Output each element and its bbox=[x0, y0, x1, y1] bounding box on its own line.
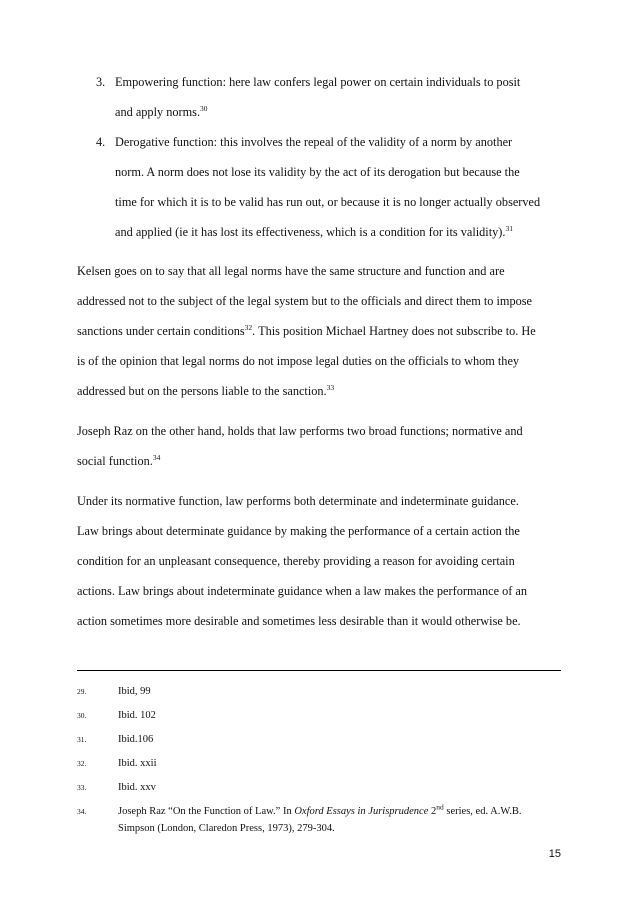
paragraph-line: Kelsen goes on to say that all legal norms have the same structure and function and are bbox=[77, 264, 505, 278]
footnote-number: 29. bbox=[77, 687, 87, 696]
paragraph-line: Joseph Raz on the other hand, holds that law performs two broad functions; normative and bbox=[77, 424, 523, 438]
footnote-text: Ibid. xxv bbox=[118, 782, 156, 793]
footnote-number: 32. bbox=[77, 759, 87, 768]
list-item-line: Empowering function: here law confers legal power on certain individuals to posit bbox=[115, 75, 521, 89]
list-item-line: Derogative function: this involves the repeal of the validity of a norm by another bbox=[115, 135, 513, 149]
paragraph-line: action sometimes more desirable and sometimes less desirable than it would otherwise be. bbox=[77, 614, 521, 628]
list-number: 4. bbox=[96, 135, 106, 149]
paragraph-line: sanctions under certain conditions$^{32}$. This position Michael Hartney does not subscribe to. He bbox=[77, 322, 536, 338]
paragraph-line: addressed not to the subject of the legal system but to the officials and direct them to impose bbox=[77, 294, 532, 308]
paragraph-line: is of the opinion that legal norms do not impose legal duties on the officials to whom they bbox=[77, 354, 520, 368]
footnote-ref[interactable]: 30 bbox=[200, 103, 208, 113]
list-item-line: time for which it is to be valid has run out, or because it is no longer actually observed bbox=[115, 195, 541, 209]
list-item-line: and applied (ie it has lost its effectiveness, which is a condition for its validity).$^{31}$ bbox=[115, 223, 513, 239]
paragraph-line: addressed but on the persons liable to the sanction.$^{33}$ bbox=[77, 382, 335, 398]
paragraph-line: Law brings about determinate guidance by making the performance of a certain action the bbox=[77, 524, 520, 538]
list-number: 3. bbox=[96, 75, 106, 89]
footnote-text: Joseph Raz “On the Function of Law.” In Oxford Essays in Jurisprudence 2nd series, ed. A.W.B. bbox=[118, 802, 522, 817]
footnote-ref[interactable]: 33 bbox=[326, 382, 335, 392]
footnote-number: 30. bbox=[77, 711, 87, 720]
footnote-number: 33. bbox=[77, 783, 87, 792]
footnote-text: Ibid.106 bbox=[118, 734, 154, 745]
footnote-ref[interactable]: 34 bbox=[152, 452, 161, 462]
paragraph-line: actions. Law brings about indeterminate guidance when a law makes the performance of an bbox=[77, 584, 528, 598]
paragraph-line: condition for an unpleasant consequence, thereby providing a reason for avoiding certain bbox=[77, 554, 515, 568]
footnote-number: 34. bbox=[77, 807, 87, 816]
paragraph-line: social function.$^{34}$ bbox=[77, 452, 161, 468]
paragraph-line: Under its normative function, law performs both determinate and indeterminate guidance. bbox=[77, 494, 519, 508]
list-item-line: and apply norms.$^{30}$ bbox=[115, 103, 208, 119]
footnote-separator bbox=[77, 670, 561, 671]
footnote-text: Simpson (London, Claredon Press, 1973), 279-304. bbox=[118, 823, 335, 834]
footnote-ref[interactable]: 32 bbox=[244, 322, 253, 332]
footnote-ref[interactable]: 31 bbox=[505, 223, 513, 233]
list-item-line: norm. A norm does not lose its validity by the act of its derogation but because the bbox=[115, 165, 520, 179]
page-number: 15 bbox=[548, 848, 561, 860]
footnote-text: Ibid, 99 bbox=[118, 686, 151, 697]
footnote-text: Ibid. xxii bbox=[118, 758, 157, 769]
footnote-number: 31. bbox=[77, 735, 87, 744]
book-title: Oxford Essays in Jurisprudence bbox=[294, 806, 429, 817]
footnote-text: Ibid. 102 bbox=[118, 710, 156, 721]
